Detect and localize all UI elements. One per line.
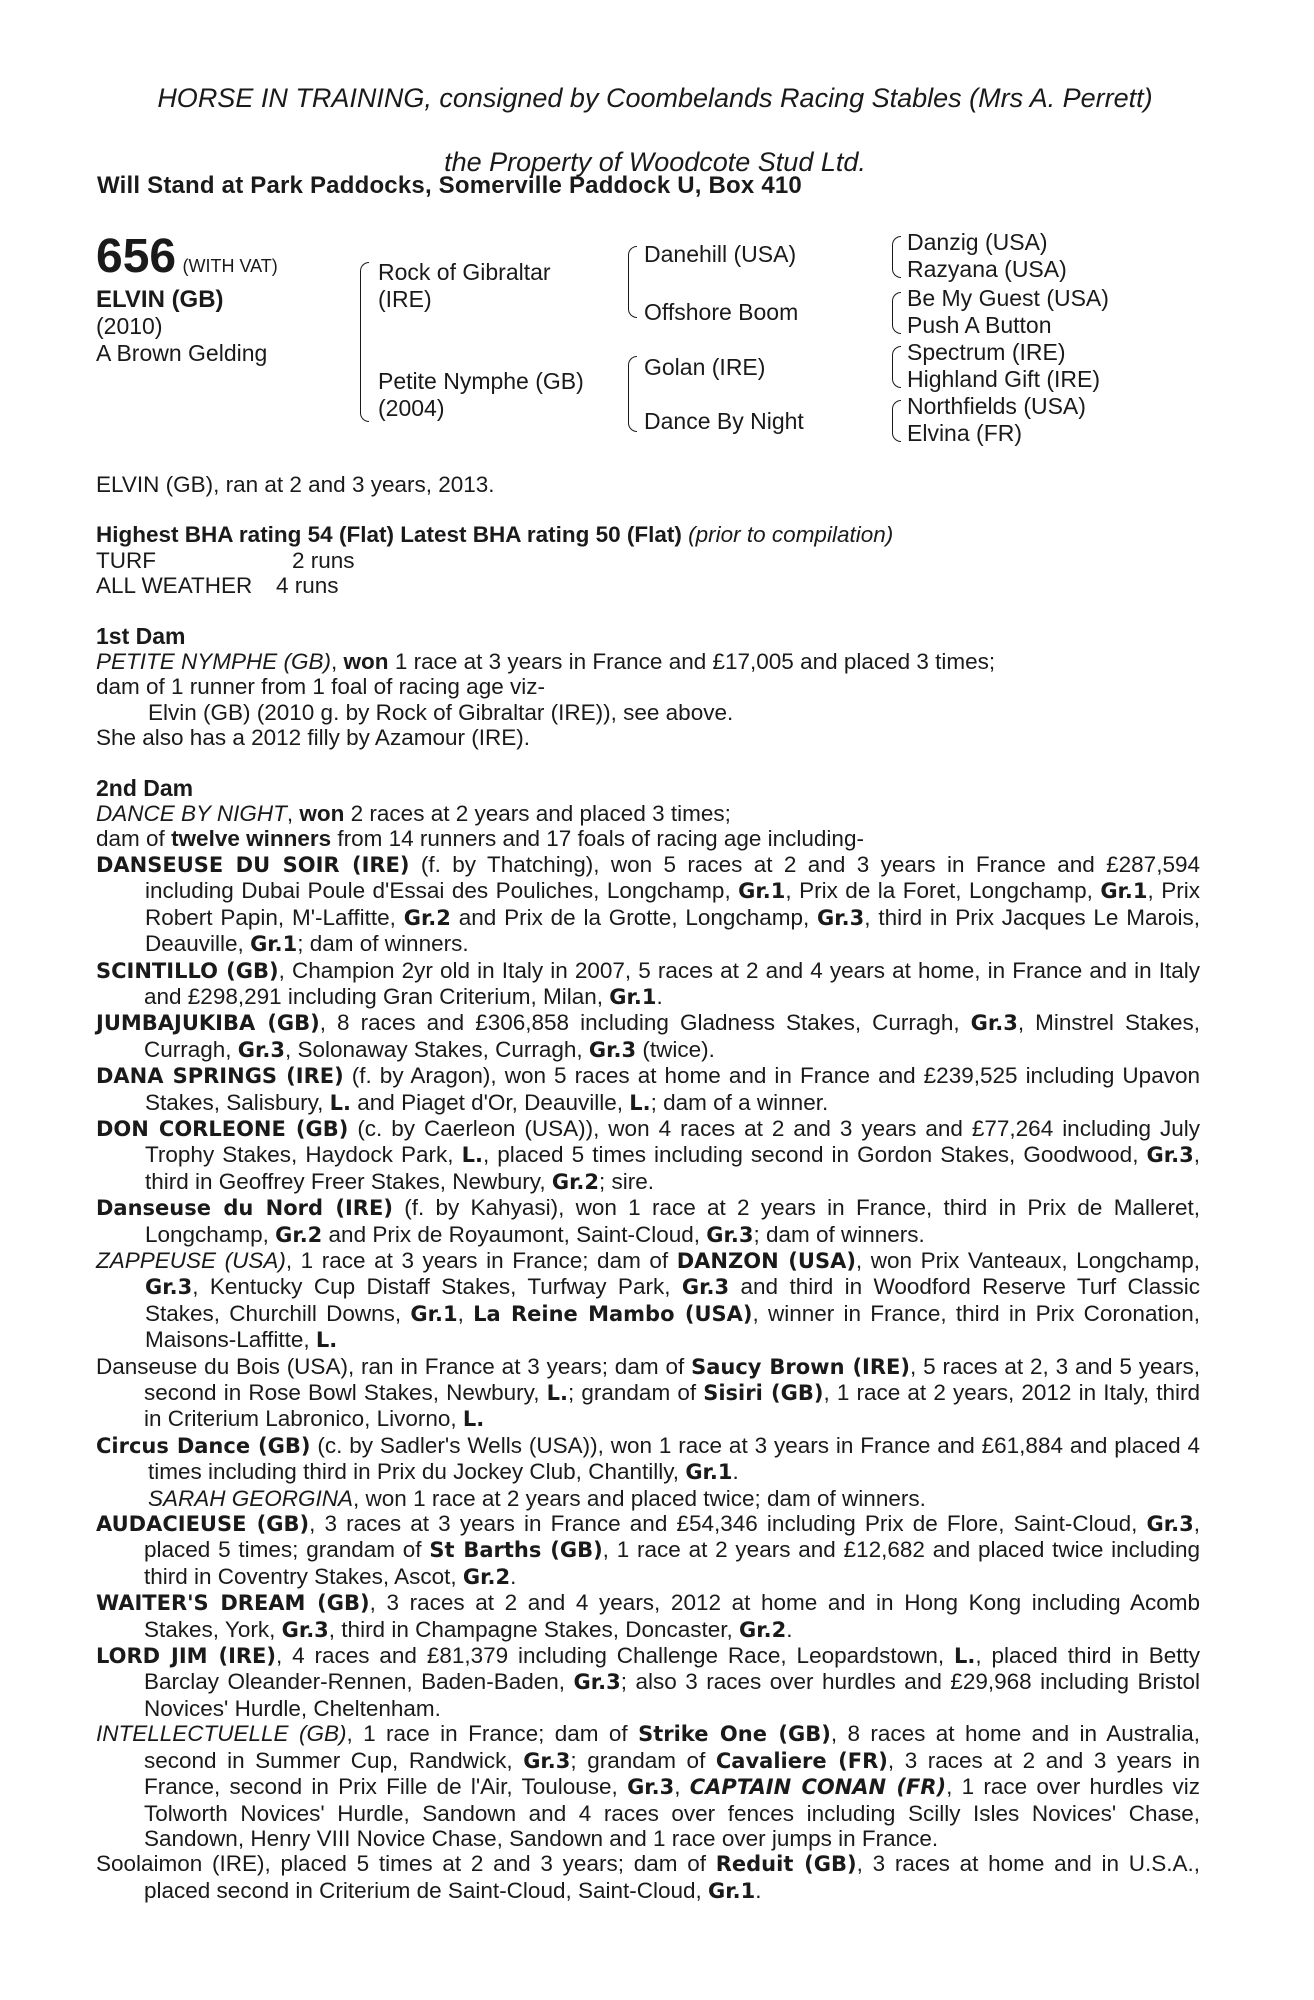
first-dam-name: PETITE NYMPHE (GB) (96, 649, 332, 675)
produce-entry: WAITER'S DREAM (GB), 3 races at 2 and 4 years, 2012 at home and in Hong Kong including Acomb Stakes, York, Gr.3, third in Champagne Stakes, Doncaster, Gr.2. (96, 1590, 1200, 1642)
catalogue-body (96, 472, 1200, 1904)
pedigree-dam: Petite Nymphe (GB) (2004) (378, 368, 584, 421)
turf-line (96, 548, 1200, 573)
lot-number: 656 (96, 230, 177, 283)
pedigree-dam-dam: Dance By Night (644, 408, 804, 434)
produce-entry: JUMBAJUKIBA (GB), 8 races and £306,858 including Gladness Stakes, Curragh, Gr.3, Minstrel Stakes, Curragh, Gr.3, Solonaway Stakes, Curragh, Gr.3 (twice). (96, 1010, 1200, 1062)
produce-entry: LORD JIM (IRE), 4 races and £81,379 including Challenge Race, Leopardstown, L., placed third in Betty Barclay Oleander-Rennen, Baden-Baden, Gr.3; also 3 races over hurdles and £29,968 including Bristol Novices' Hurdle, Cheltenham. (96, 1643, 1200, 1721)
catalogue-heading: HORSE IN TRAINING, consigned by Coombelands Racing Stables (Mrs A. Perrett) (157, 83, 1153, 113)
second-dam-name: DANCE BY NIGHT (96, 801, 287, 827)
pedigree-brace (628, 356, 637, 432)
produce-entry: ZAPPEUSE (USA), 1 race at 3 years in France; dam of DANZON (USA), won Prix Vanteaux, Longchamp, Gr.3, Kentucky Cup Distaff Stakes, Turfway Park, Gr.3 and third in Woodford Reserve Turf Classic Stakes, Churchill Downs, Gr.1, La Reine Mambo (USA), winner in France, third in Prix Coronation, Maisons-Laffitte, L. (96, 1247, 1200, 1353)
pedigree-gg5: Spectrum (IRE) (907, 339, 1066, 365)
pedigree-brace (892, 236, 901, 278)
pedigree-brace (360, 262, 369, 422)
rating-note: (prior to compilation) (688, 522, 894, 548)
horse-name: ELVIN (GB) (96, 286, 224, 313)
produce-text: dam of (96, 826, 165, 852)
pedigree-gg4: Push A Button (907, 312, 1052, 338)
pedigree-sire: Rock of Gibraltar (IRE) (378, 259, 551, 312)
produce-entry: SCINTILLO (GB), Champion 2yr old in Italy in 2007, 5 races at 2 and 4 years at home, in France and in Italy and £298,291 including Gran Criterium, Milan, Gr.1. (96, 957, 1200, 1009)
produce-entry: DANSEUSE DU SOIR (IRE) (f. by Thatching), won 5 races at 2 and 3 years in France and £287,594 including Dubai Poule d'Essai des Pouliches, Longchamp, Gr.1, Prix de la Foret, Longchamp, Gr.1, Prix Robert Papin, M'-Laffitte, Gr.2 and Prix de la Grotte, Longchamp, Gr.3, third in Prix Jacques Le Marois, Deauville, Gr.1; dam of winners. (96, 851, 1201, 957)
pedigree-brace (892, 400, 901, 442)
vat-note: (WITH VAT) (182, 256, 278, 276)
produce-entry: INTELLECTUELLE (GB), 1 race in France; dam of Strike One (GB), 8 races at home and in Australia, second in Summer Cup, Randwick, Gr.3; grandam of Cavaliere (FR), 3 races at 2 and 3 years in France, second in Prix Fille de l'Air, Toulouse, Gr.3, CAPTAIN CONAN (FR), 1 race over hurdles viz Tolworth Novices' Hurdle, Sandown and 4 races over fences including Scilly Isles Novices' Chase, Sandown, Henry VIII Novice Chase, Sandown and 1 race over jumps in France. (96, 1721, 1201, 1851)
winners-count: twelve winners (171, 826, 332, 852)
pedigree-gg7: Northfields (USA) (907, 393, 1086, 419)
pedigree-dam-sire: Golan (IRE) (644, 354, 766, 380)
produce-entry: Danseuse du Bois (USA), ran in France at 3 years; dam of Saucy Brown (IRE), 5 races at 2, 3 and 5 years, second in Rose Bowl Stakes, Newbury, L.; grandam of Sisiri (GB), 1 race at 2 years, 2012 in Italy, third in Criterium Labronico, Livorno, L. (96, 1353, 1201, 1432)
produce-text: from 14 runners and 17 foals of racing age including- (337, 826, 864, 852)
catalogue-subheading: the Property of Woodcote Stud Ltd. (444, 147, 866, 177)
first-dam-line: PETITE NYMPHE (GB), won 1 race at 3 years in France and £17,005 and placed 3 times; (96, 649, 996, 675)
pedigree-gg2: Razyana (USA) (907, 256, 1067, 282)
produce-entry: DON CORLEONE (GB) (c. by Caerleon (USA)), won 4 races at 2 and 3 years and £77,264 including July Trophy Stakes, Haydock Park, L., placed 5 times including second in Gordon Stakes, Goodwood, Gr.3, third in Geoffrey Freer Stakes, Newbury, Gr.2; sire. (96, 1115, 1200, 1194)
second-dam-heading: 2nd Dam (96, 774, 194, 801)
second-dam-produce (96, 826, 1200, 851)
pedigree-brace (892, 292, 901, 334)
pedigree-gg6: Highland Gift (IRE) (907, 366, 1101, 392)
stand-location: Will Stand at Park Paddocks, Somerville Paddock U, Box 410 (97, 172, 802, 199)
pedigree-gg8: Elvina (FR) (907, 420, 1023, 446)
produce-entry: SARAH GEORGINA, won 1 race at 2 years and placed twice; dam of winners. (148, 1485, 926, 1511)
pedigree-sire-dam: Offshore Boom (644, 299, 799, 325)
all-weather-line (96, 573, 1200, 598)
pedigree-gg3: Be My Guest (USA) (907, 285, 1109, 311)
lot-block (96, 232, 278, 367)
first-dam-heading: 1st Dam (96, 622, 186, 649)
rating-line (96, 522, 1200, 547)
foaling-year: (2010) (96, 313, 163, 339)
pedigree-brace (892, 346, 901, 388)
second-dam-line: DANCE BY NIGHT, won 2 races at 2 years and placed 3 times; (96, 801, 731, 827)
race-summary: ELVIN (GB), ran at 2 and 3 years, 2013. (96, 472, 495, 497)
produce-entry: Circus Dance (GB) (c. by Sadler's Wells (USA)), won 1 race at 3 years in France and £61,884 and placed 4 times including third in Prix du Jockey Club, Chantilly, Gr.1. (96, 1432, 1200, 1485)
won-label: won (299, 801, 345, 827)
produce-entry: DANA SPRINGS (IRE) (f. by Aragon), won 5 races at home and in France and £239,525 including Upavon Stakes, Salisbury, L. and Piaget d'Or, Deauville, L.; dam of a winner. (96, 1063, 1200, 1115)
first-dam-record: 1 race at 3 years in France and £17,005 and placed 3 times; (394, 649, 996, 675)
won-label: won (343, 649, 389, 675)
horse-description: A Brown Gelding (96, 340, 268, 366)
rating-bold: Highest BHA rating 54 (Flat) Latest BHA rating 50 (Flat) (96, 522, 682, 548)
second-dam-record: 2 races at 2 years and placed 3 times; (350, 801, 731, 827)
produce-entry: Elvin (GB) (2010 g. by Rock of Gibraltar (IRE)), see above. (148, 699, 734, 725)
produce-entry: Soolaimon (IRE), placed 5 times at 2 and 3 years; dam of Reduit (GB), 3 races at home and in U.S.A., placed second in Criterium de Saint-Cloud, Saint-Cloud, Gr.1. (96, 1851, 1200, 1903)
pedigree-sire-sire: Danehill (USA) (644, 241, 797, 267)
first-dam-note: She also has a 2012 filly by Azamour (IRE). (96, 725, 530, 751)
pedigree-gg1: Danzig (USA) (907, 229, 1048, 255)
all-weather-value: 4 runs (276, 573, 339, 599)
produce-entry: AUDACIEUSE (GB), 3 races at 3 years in France and £54,346 including Prix de Flore, Saint-Cloud, Gr.3, placed 5 times; grandam of St Barths (GB), 1 race at 2 years and £12,682 and placed twice including third in Coventry Stakes, Ascot, Gr.2. (96, 1511, 1200, 1589)
turf-label: TURF (96, 547, 156, 573)
produce-entry: Danseuse du Nord (IRE) (f. by Kahyasi), won 1 race at 2 years in France, third in Prix de Malleret, Longchamp, Gr.2 and Prix de Royaumont, Saint-Cloud, Gr.3; dam of winners. (96, 1195, 1200, 1247)
first-dam-produce: dam of 1 runner from 1 foal of racing age viz- (96, 674, 545, 700)
pedigree-brace (628, 246, 637, 318)
turf-value: 2 runs (292, 547, 355, 573)
all-weather-label: ALL WEATHER (96, 573, 253, 599)
